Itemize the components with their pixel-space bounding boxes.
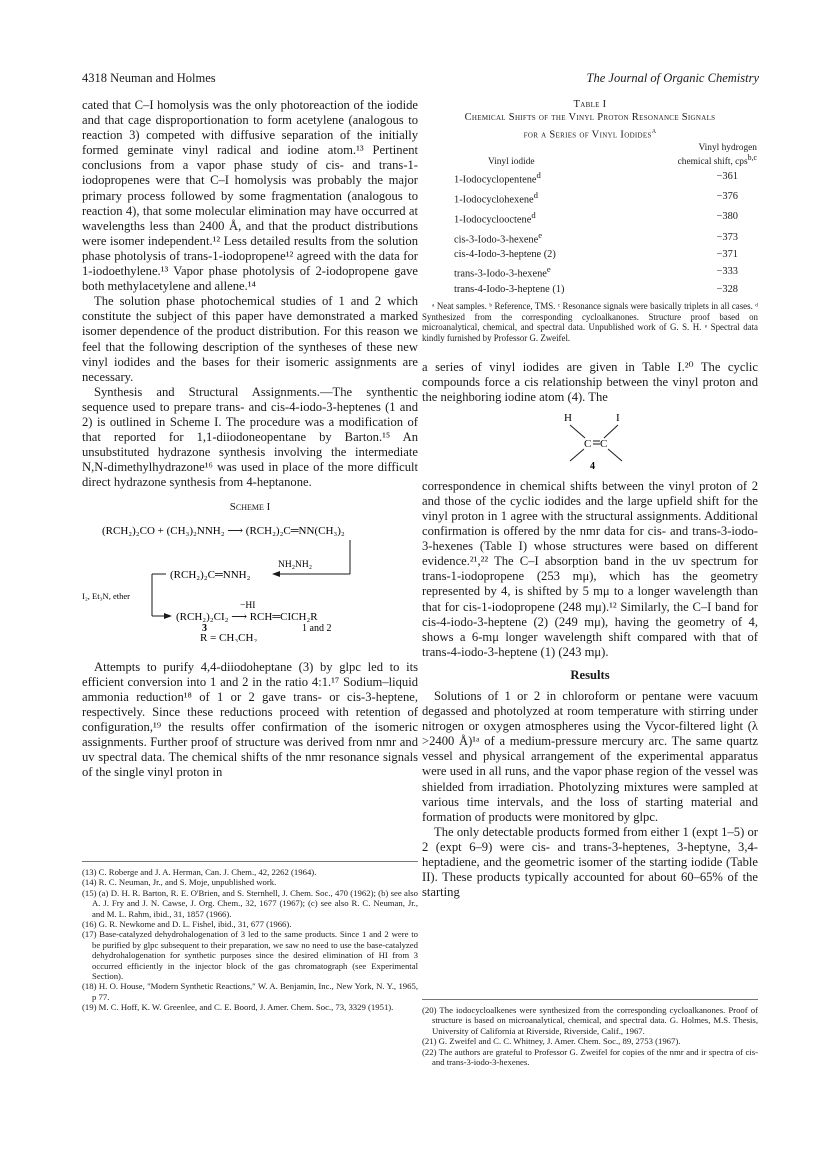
paragraph: Attempts to purify 4,4-diiodoheptane (3) by glpc led to its efficient conversion into 1 and 2 in the ratio 4:1.¹⁷ Sodium–liquid ammonia reduction¹⁸ of 1 or 2 gave trans- or cis-3-heptene, respectively. Since these reductions proceed with retention of configuration,¹⁹ the results offer confirmation of the isomeric assignments. Further proof of structure was derived from nmr and uv spectral data. The chemical shifts of the nmr resonance signals of the single vinyl proton in: [82, 659, 418, 780]
paragraph: Solutions of 1 or 2 in chloroform or pentane were vacuum degassed and photolyzed at room temperature with stirring under nitrogen or oxygen atmospheres using the Vycor-filtered light (λ >2400 Å)¹ᵃ of a medium-pressure mercury arc. The same quartz vessel and physical arrangement of the experimental apparatus were used in all runs, and the vapor phase region of the vessel was shielded from irradiation. Photolyzing mixtures were sampled at various time intervals, and the loss of starting material and formation of products were monitored by glpc.: [422, 689, 758, 824]
vinyl-iodide-name: trans-3-Iodo-3-hexene: [454, 268, 547, 280]
vinyl-iodide-name: 1-Iodocyclooctene: [454, 214, 532, 226]
vinyl-iodide-name: cis-4-Iodo-3-heptene (2): [454, 248, 556, 260]
structure-4: [422, 409, 758, 471]
table-body: [422, 168, 758, 298]
footnote-marker: d: [533, 189, 538, 200]
table-row: [422, 188, 758, 208]
running-header-right: The Journal of Organic Chemistry: [586, 71, 759, 85]
reagent-minus-hi: −HI: [240, 600, 256, 611]
scheme-row-1: (RCH₂)₂CO + (CH₃)₂NNH₂ ⟶ (RCH₂)₂C═NN(CH₃)₂: [102, 524, 345, 537]
bond: [570, 425, 585, 438]
table-row: [422, 228, 758, 248]
footnote: (16) G. R. Newkome and D. L. Fishel, ibid., 31, 677 (1966).: [82, 919, 292, 930]
footnote: (22) The authors are grateful to Professor G. Zweifel for copies of the nmr and ir spectra of cis- and trans-3-iodo-3-hexenes.: [422, 1046, 758, 1068]
vinyl-iodide-name: 1-Iodocyclohexene: [454, 194, 534, 206]
arrow-head-icon: [272, 571, 280, 577]
scheme-title: Scheme I: [229, 501, 271, 514]
scheme-row-3: (RCH₂)₂CI₂ ⟶ RCH═CICH₂R: [176, 610, 318, 623]
paragraph: The only detectable products formed from either 1 (expt 1–5) or 2 (expt 6–9) were cis- and trans-3-heptenes, 3-heptyne, 3,4-heptadiene, and the geometric isomer of the starting iodide (Table II). These products typically accounted for about 60–65% of the starting: [422, 824, 758, 900]
reagent-hydrazine: NH₂NH₂: [278, 559, 313, 570]
footnote: (20) The iodocycloalkenes were synthesized from the corresponding cycloalkanones. Proof of structure is based on microanalytical, chemical, and spectral data. G. Holmes, M.S. Thesis, University of California at Riverside, Riverside, Calif., 1967.: [422, 1005, 758, 1036]
left-column: [82, 98, 418, 780]
paragraph: a series of vinyl iodides are given in Table I.²⁰ The cyclic compounds force a cis relationship between the vinyl proton and the neighboring iodine atom (4). The: [422, 359, 758, 404]
scheme-1: [82, 500, 418, 645]
paragraph: The solution phase photochemical studies of 1 and 2 which constitute the subject of this paper have demonstrated a marked isomer dependence of the product distribution. For this reason we feel that the following description of the syntheses of these new vinyl iodides and the bases for their isomeric assignments are necessary.: [82, 294, 418, 384]
chemical-shift: −373: [716, 231, 738, 243]
running-header-left: 4318 Neuman and Holmes: [82, 71, 216, 85]
r-definition: R = CH₃CH₂: [200, 631, 258, 642]
chemical-shift: −333: [716, 266, 738, 278]
shift-table: [422, 142, 758, 298]
footnote: (15) (a) D. H. R. Barton, R. E. O'Brien, and S. Sternhell, J. Chem. Soc., 470 (1962); (b) see also A. J. Fry and J. N. Cawse, J. Org. Chem., 32, 1677 (1967); (c) see also R. C. Neuman, Jr., and M. L. Rahm, ibid., 31, 1857 (1966).: [82, 887, 418, 919]
footnote: (18) H. O. House, "Modern Synthetic Reactions," W. A. Benjamin, Inc., New York, N. Y., 1965, p 77.: [82, 981, 418, 1002]
compound-label-4: 4: [590, 460, 595, 471]
table-row: [422, 248, 758, 263]
table-notes: ᵃ Neat samples. ᵇ Reference, TMS. ᶜ Resonance signals were basically triplets in all cases. ᵈ Synthesized from the corresponding cycloalkanones. Structure proof based on microanalytical, chemical, and spectral data. Unpublished work of G. S. H. ᵉ Spectral data kindly furnished by Professor G. Zweifel.: [422, 301, 758, 343]
footnote-marker: d: [536, 169, 541, 180]
paragraph: cated that C–I homolysis was the only photoreaction of the iodide and that cage disproportionation to form acetylene (analogous to reaction 3) competed with diffusive separation of the initially formed geminate vinyl radical and iodine atom.¹³ Pertinent conclusions from a vapor phase study of cis- and trans-1-iodopropenes were that C–I homolysis was probably the major primary process followed by some fragmentation (analogous to reaction 4), that some molecular elimination may have occurred at wavelengths less than 2400 Å, and that the product distributions were isomer independent.¹² Less detailed results from the solution phase photolysis of trans-1-iodopropene¹² agreed with the data for 1-iodoethylene.¹³ Vapor phase photolysis of 2-iodopropene gave both methylacetylene and allene.¹⁴: [82, 98, 418, 294]
chemical-shift: −371: [716, 248, 738, 260]
paragraph: correspondence in chemical shifts between the vinyl proton of 2 and those of the cyclic iodides and the large upfield shift for the vinyl proton in 1 agree with the structural assignments. Additional confirmation is offered by the nmr data for cis- and trans-3-iodo-3-hexenes (Table I) whose structures were based on different evidence.²¹,²² The C–I absorption band in the uv spectrum for trans-1-iodopropene (253 mμ), which has the geometry represented by 4, is shifted by 5 mμ to a longer wavelength than that for cis-1-iodopropene (248 mμ).¹² Similarly, the C–I band for cis-4-iodo-3-heptene (2) (249 mμ), having the geometry of 4, shows a 6-mμ longer wavelength shift compared with that of trans-4-iodo-3-heptene (1) (243 mμ).: [422, 478, 758, 659]
table-row: [422, 283, 758, 298]
compound-label-1-2: 1 and 2: [302, 622, 332, 634]
bond: [604, 425, 618, 438]
atom-c: C: [600, 437, 608, 450]
footnote-marker: d: [531, 209, 536, 220]
table-title: Table I: [573, 99, 607, 110]
footnotes-right: [422, 999, 758, 1067]
table-row: [422, 168, 758, 188]
footnote-marker: e: [546, 264, 551, 275]
atom-h: H: [564, 411, 572, 424]
table-row: [422, 262, 758, 282]
table-caption: Chemical Shifts of the Vinyl Proton Resonance Signals for a Series of Vinyl Iodides$^a$: [464, 112, 716, 141]
column-header: Vinyl hydrogen chemical shift, cps$^{b,c}$: [677, 142, 757, 167]
footnotes-left: [82, 861, 418, 1013]
atom-c: C: [584, 437, 592, 450]
chemical-shift: −328: [716, 283, 738, 295]
atom-i: I: [616, 411, 620, 424]
vinyl-iodide-name: 1-Iodocyclopentene: [454, 174, 537, 186]
footnote-marker: e: [538, 229, 543, 240]
paragraph: Synthesis and Structural Assignments.—The synthentic sequence used to prepare trans- and cis-4-iodo-3-heptenes (1 and 2) is outlined in Scheme I. The procedure was a modification of that reported for 1,1-diiodoneopentane by Barton.¹⁵ An unsubstituted hydrazone synthesis involving the intermediate N,N-dimethylhydrazone¹⁶ was used in place of the more difficult direct hydrazone synthesis from 4-heptanone.: [82, 384, 418, 490]
section-heading-results: Results: [570, 667, 610, 682]
scheme-row-2: (RCH₂)₂C═NNH₂: [170, 568, 251, 581]
bond: [570, 449, 584, 461]
table-1: [422, 98, 758, 344]
footnote: (19) M. C. Hoff, K. W. Greenlee, and C. E. Boord, J. Amer. Chem. Soc., 73, 3329 (1951).: [82, 1002, 394, 1013]
chemical-shift: −361: [716, 171, 738, 183]
footnote: (17) Base-catalyzed dehydrohalogenation of 3 led to the same products. Since 1 and 2 were to be purified by glpc subsequent to their preparation, we saw no need to use the base-catalyzed dehydrohalogenation for synthetic purposes since the desired elimination of HI from 3 occurred efficiently in the injector block of the gas chromatograph (see Experimental Section).: [82, 929, 418, 982]
footnote: (14) R. C. Neuman, Jr., and S. Moje, unpublished work.: [82, 877, 277, 888]
compound-label-3: 3: [202, 622, 207, 634]
right-column: [422, 98, 758, 900]
reagent-iodine: I₂, Et₃N, ether: [82, 590, 130, 601]
vinyl-iodide-name: cis-3-Iodo-3-hexene: [454, 234, 539, 246]
chemical-shift: −376: [716, 191, 738, 203]
chemical-shift: −380: [716, 211, 738, 223]
arrow-head-icon: [164, 613, 172, 619]
column-header: Vinyl iodide: [488, 156, 535, 167]
vinyl-iodide-name: trans-4-Iodo-3-heptene (1): [454, 283, 565, 295]
table-row: [422, 208, 758, 228]
footnote: (13) C. Roberge and J. A. Herman, Can. J. Chem., 42, 2262 (1964).: [82, 867, 317, 877]
bond: [608, 449, 622, 461]
scheme-diagram: [82, 520, 418, 642]
footnote: (21) G. Zweifel and C. C. Whitney, J. Amer. Chem. Soc., 89, 2753 (1967).: [422, 1036, 681, 1047]
